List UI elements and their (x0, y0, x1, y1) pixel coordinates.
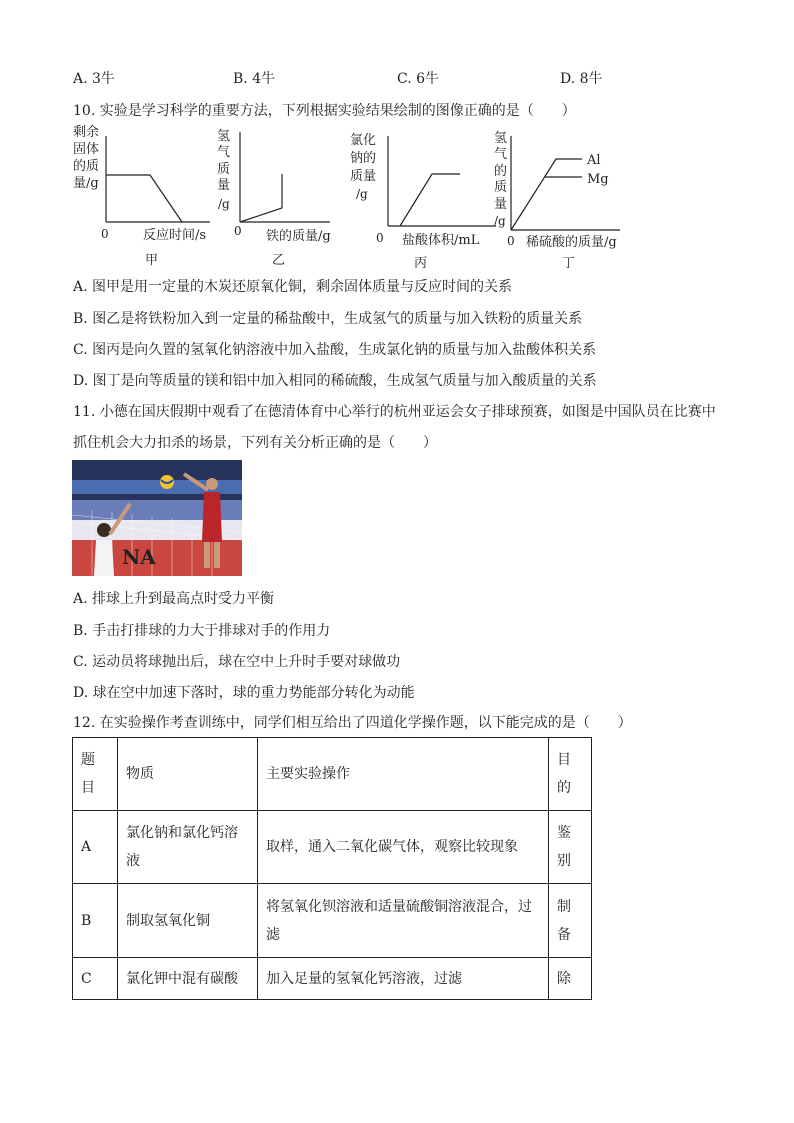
graph-bing-ylabel-3: /g (356, 187, 368, 201)
q11-stem-line1: 11. 小德在国庆假期中观看了在德清体育中心举行的杭州亚运会女子排球预赛，如图是中国队员在比赛中 (73, 404, 716, 420)
header-purpose: 目 的 (549, 738, 592, 811)
graph-ding-ylabel-3: 质 (494, 180, 508, 195)
row-a-operation: 取样，通入二氧化碳气体，观察比较现象 (258, 811, 549, 884)
q11-choice-d: D. 球在空中加速下落时，球的重力势能部分转化为动能 (73, 685, 415, 701)
graph-bing-ylabel-0: 氯化 (350, 133, 377, 148)
row-a-id: A (73, 811, 118, 884)
graph-jia (73, 125, 210, 268)
row-b-operation: 将氢氧化钡溶液和适量硫酸铜溶液混合，过 滤 (258, 884, 549, 958)
graph-yi-origin: 0 (234, 224, 242, 238)
graph-jia-origin: 0 (101, 227, 109, 241)
graph-yi-ylabel-2: 质 (217, 162, 231, 177)
q10-choice-a: A. 图甲是用一定量的木炭还原氧化铜，剩余固体质量与反应时间的关系 (73, 279, 513, 295)
graph-ding-ylabel-5: /g (494, 214, 506, 228)
graph-jia-xlabel: 反应时间/s (143, 228, 207, 243)
table-row (73, 811, 592, 884)
q10-stem: 10. 实验是学习科学的重要方法，下列根据实验结果绘制的图像正确的是（ ） (73, 103, 576, 119)
row-c-id: C (73, 958, 118, 1000)
graph-bing-curve (400, 174, 460, 226)
row-a-substance: 氯化钠和氯化钙溶 液 (118, 811, 258, 884)
graph-bing-ylabel-2: 质量 (350, 169, 377, 184)
q10-choice-b: B. 图乙是将铁粉加入到一定量的稀盐酸中，生成氢气的质量与加入铁粉的质量关系 (73, 311, 583, 327)
graph-bing-ylabel-1: 钠的 (350, 151, 377, 166)
graph-ding-ylabel-4: 量 (494, 197, 508, 212)
q11-choice-c: C. 运动员将球抛出后，球在空中上升时手要对球做功 (73, 654, 401, 670)
header-substance: 物质 (118, 738, 258, 811)
volleyball-photo (72, 460, 242, 576)
graph-ding-origin: 0 (507, 234, 515, 248)
q9-option-b: B. 4牛 (233, 71, 276, 87)
row-c-operation: 加入足量的氢氧化钙溶液，过滤 (258, 958, 549, 1000)
graph-yi (217, 129, 331, 268)
q9-option-d: D. 8牛 (560, 71, 603, 87)
svg-text:NA: NA (122, 545, 156, 569)
graph-ding-curve-al (511, 159, 582, 230)
header-question: 题 目 (73, 738, 118, 811)
row-b-id: B (73, 884, 118, 958)
graph-ding-xlabel: 稀硫酸的质量/g (526, 235, 617, 250)
graph-jia-ylabel-3: 量/g (73, 176, 99, 191)
graph-jia-curve (106, 175, 182, 222)
graph-ding-ylabel-1: 气 (494, 147, 508, 162)
graph-ding-series-mg: Mg (587, 172, 609, 187)
graph-ding-caption: 丁 (562, 256, 576, 270)
row-b-substance: 制取氢氧化铜 (118, 884, 258, 958)
graph-ding (494, 131, 620, 270)
graph-ding-ylabel-0: 氢 (494, 131, 508, 146)
graph-ding-ylabel-2: 的 (494, 164, 508, 179)
graph-jia-ylabel-0: 剩余 (73, 125, 100, 140)
q11-stem-line2: 抓住机会大力扣杀的场景，下列有关分析正确的是（ ） (73, 435, 437, 451)
graph-ding-series-al: Al (587, 153, 601, 168)
q11-choice-b: B. 手击打排球的力大于排球对手的作用力 (73, 623, 331, 639)
graph-bing-origin: 0 (376, 231, 384, 245)
header-operation: 主要实验操作 (258, 738, 549, 811)
graph-yi-ylabel-3: 量 (217, 178, 231, 193)
row-b-purpose: 制 备 (549, 884, 592, 958)
row-c-substance: 氯化钾中混有碳酸 (118, 958, 258, 1000)
q11-choice-a: A. 排球上升到最高点时受力平衡 (73, 591, 275, 607)
graph-bing (350, 133, 496, 270)
table-header-row (73, 738, 592, 811)
graph-jia-ylabel-1: 固体 (73, 142, 100, 157)
graph-yi-xlabel: 铁的质量/g (266, 229, 331, 244)
table-row (73, 884, 592, 958)
q12-table (72, 737, 592, 1000)
table-row (73, 958, 592, 1000)
graph-jia-ylabel-2: 的质 (73, 159, 100, 174)
graph-bing-xlabel: 盐酸体积/mL (402, 233, 480, 248)
q10-graphs (60, 122, 640, 270)
q9-option-a: A. 3牛 (73, 71, 115, 87)
row-c-purpose: 除 (549, 958, 592, 1000)
graph-jia-caption: 甲 (145, 253, 159, 268)
row-a-purpose: 鉴 别 (549, 811, 592, 884)
graph-bing-caption: 丙 (414, 256, 428, 270)
graph-yi-ylabel-0: 氢 (217, 129, 231, 144)
graph-yi-caption: 乙 (272, 253, 286, 268)
q12-stem: 12. 在实验操作考查训练中，同学们相互给出了四道化学操作题，以下能完成的是（ ） (73, 715, 632, 731)
graph-yi-curve (240, 174, 282, 222)
q9-option-c: C. 6牛 (397, 71, 440, 87)
q10-choice-c: C. 图丙是向久置的氢氧化钠溶液中加入盐酸，生成氯化钠的质量与加入盐酸体积关系 (73, 342, 597, 358)
q10-choice-d: D. 图丁是向等质量的镁和铝中加入相同的稀硫酸，生成氢气质量与加入酸质量的关系 (73, 373, 597, 389)
graph-yi-ylabel-4: /g (218, 197, 230, 211)
graph-yi-ylabel-1: 气 (217, 145, 231, 160)
